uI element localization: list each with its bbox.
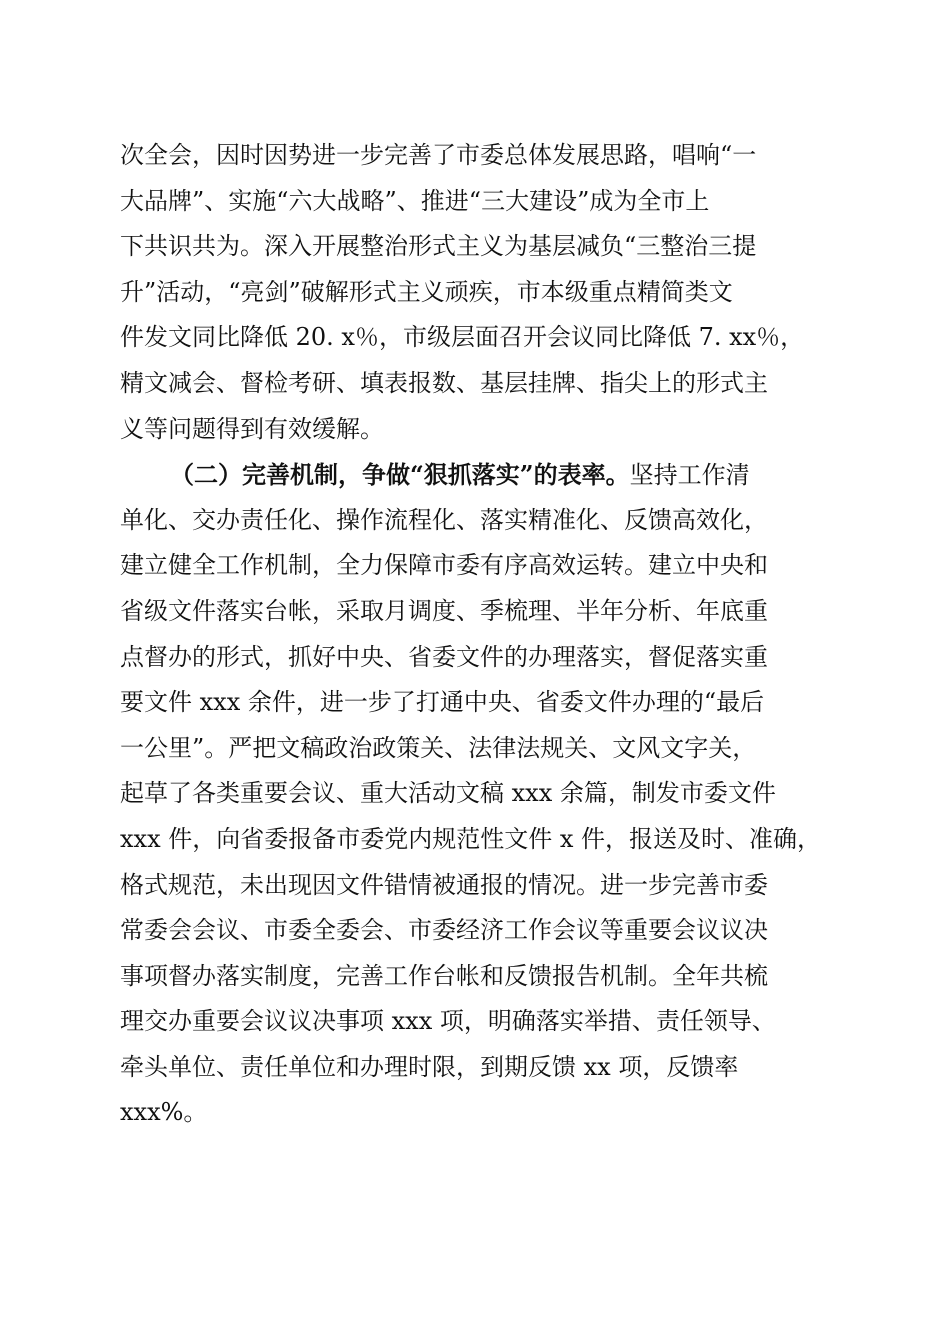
text-line: 精文减会、督检考研、填表报数、基层挂牌、指尖上的形式主 [120, 368, 768, 397]
text-line: 一公里”。严把文稿政治政策关、法律法规关、文风文字关， [120, 733, 757, 762]
text-line: 升”活动，“亮剑”破解形式主义顽疾，市本级重点精简类文 [120, 277, 733, 306]
paragraph-2-first-line [120, 452, 840, 498]
text-line: 点督办的形式，抓好中央、省委文件的办理落实，督促落实重 [120, 642, 768, 671]
document-body [120, 133, 840, 1136]
text-line: 起草了各类重要会议、重大活动文稿 xxx 余篇，制发市委文件 [120, 779, 776, 808]
paragraph-2 [120, 452, 840, 1136]
section-heading: （二）完善机制，争做“狠抓落实”的表率。 [170, 460, 630, 490]
text-line: 格式规范，未出现因文件错情被通报的情况。进一步完善市委 [120, 870, 768, 899]
text-segment: 坚持工作清 [629, 461, 750, 490]
text-line: xxx 件，向省委报备市委党内规范性文件 x 件，报送及时、准确， [120, 824, 822, 853]
text-line: 事项督办落实制度，完善工作台帐和反馈报告机制。全年共梳 [120, 961, 768, 990]
text-line: 单化、交办责任化、操作流程化、落实精准化、反馈高效化， [120, 505, 768, 534]
text-line: 下共识共为。深入开展整治形式主义为基层减负“三整治三提 [120, 232, 757, 261]
text-line: 次全会，因时因势进一步完善了市委总体发展思路，唱响“一 [120, 141, 757, 169]
text-line: 要文件 xxx 余件，进一步了打通中央、省委文件办理的“最后 [120, 688, 765, 717]
text-line: 牵头单位、责任单位和办理时限，到期反馈 xx 项，反馈率 [120, 1052, 739, 1081]
text-line: 常委会会议、市委全委会、市委经济工作会议等重要会议议决 [120, 916, 768, 945]
text-line: 件发文同比降低 20. x％，市级层面召开会议同比降低 7. xx％， [120, 323, 805, 352]
text-line: xxx%。 [120, 1098, 208, 1127]
paragraph-1 [120, 133, 840, 452]
text-line: 建立健全工作机制，全力保障市委有序高效运转。建立中央和 [120, 551, 768, 580]
text-line: 理交办重要会议议决事项 xxx 项，明确落实举措、责任领导、 [120, 1007, 776, 1036]
text-line: 义等问题得到有效缓解。 [120, 414, 384, 443]
text-line: 省级文件落实台帐，采取月调度、季梳理、半年分析、年底重 [120, 596, 768, 625]
text-line: 大品牌”、实施“六大战略”、推进“三大建设”成为全市上 [120, 186, 710, 215]
